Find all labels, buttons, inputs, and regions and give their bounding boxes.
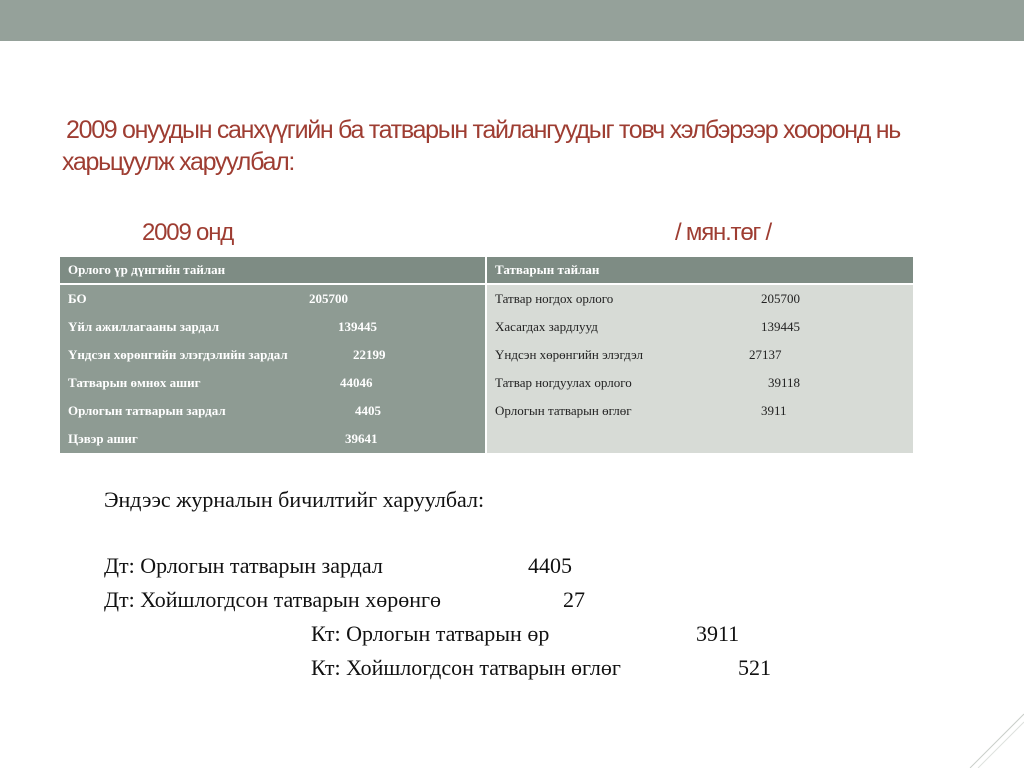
income-report-body [60, 285, 485, 453]
row-value: 4405 [355, 403, 381, 418]
journal-entry [104, 586, 604, 614]
table-row [487, 345, 913, 365]
row-value: 22199 [353, 347, 386, 362]
comparison-table [60, 257, 913, 453]
row-label: Цэвэр ашиг [68, 431, 138, 446]
journal-entry-amount: 3911 [696, 621, 740, 646]
table-row [60, 317, 485, 337]
corner-fold-icon [964, 708, 1024, 768]
row-label: Үндсэн хөрөнгийн элэгдэл [495, 347, 643, 362]
row-value: 205700 [309, 291, 348, 306]
table-row [487, 401, 913, 421]
row-label: Татвар ногдох орлого [495, 291, 614, 306]
table-row [60, 401, 485, 421]
table-row [60, 429, 485, 449]
journal-entry [104, 552, 604, 580]
journal-entry-label: Кт: Орлогын татварын өр [311, 621, 550, 646]
row-label: Үндсэн хөрөнгийн элэгдэлийн зардал [68, 347, 288, 362]
income-report-column [60, 257, 485, 453]
table-row [60, 289, 485, 309]
row-label: Татвар ногдуулах орлого [495, 375, 632, 390]
tax-report-body [487, 285, 913, 453]
journal-entry-label: Дт: Хойшлогдсон татварын хөрөнгө [104, 587, 441, 612]
row-value: 139445 [761, 319, 800, 334]
unit-label: / мян.төг / [675, 219, 771, 246]
row-value: 39118 [768, 375, 801, 390]
year-label: 2009 онд [142, 219, 234, 246]
table-row [60, 373, 485, 393]
journal-entry [311, 620, 791, 648]
top-banner [0, 0, 1024, 41]
row-value: 39641 [345, 431, 378, 446]
row-value: 205700 [761, 291, 800, 306]
row-label: БО [68, 291, 87, 306]
journal-intro: Эндээс журналын бичилтийг харуулбал: [104, 487, 485, 512]
row-value: 44046 [340, 375, 373, 390]
table-row [487, 317, 913, 337]
table-row [487, 289, 913, 309]
journal-entry-amount: 4405 [528, 553, 572, 578]
journal-entry [311, 654, 791, 682]
row-value: 139445 [338, 319, 377, 334]
title-line-1: 2009 онуудын санхүүгийн ба татварын тайлангуудыг товч хэлбэрээр хооронд нь [66, 116, 900, 144]
journal-entry-label: Кт: Хойшлогдсон татварын өглөг [311, 655, 621, 680]
row-label: Үйл ажиллагааны зардал [68, 319, 219, 334]
slide-title [62, 114, 962, 178]
row-value: 3911 [761, 403, 787, 418]
tax-report-column [487, 257, 913, 453]
journal-entry-amount: 27 [563, 587, 585, 612]
journal-entry-label: Дт: Орлогын татварын зардал [104, 553, 383, 578]
table-row [487, 373, 913, 393]
journal-entry-amount: 521 [738, 655, 771, 680]
title-line-2: харьцуулж харуулбал: [62, 148, 295, 176]
row-label: Татварын өмнөх ашиг [68, 375, 201, 390]
tax-report-header: Татварын тайлан [487, 257, 913, 283]
table-row [60, 345, 485, 365]
row-value: 27137 [749, 347, 782, 362]
row-label: Хасагдах зардлууд [495, 319, 598, 334]
row-label: Орлогын татварын өглөг [495, 403, 632, 418]
row-label: Орлогын татварын зардал [68, 403, 226, 418]
income-report-header: Орлого үр дүнгийн тайлан [60, 257, 485, 283]
